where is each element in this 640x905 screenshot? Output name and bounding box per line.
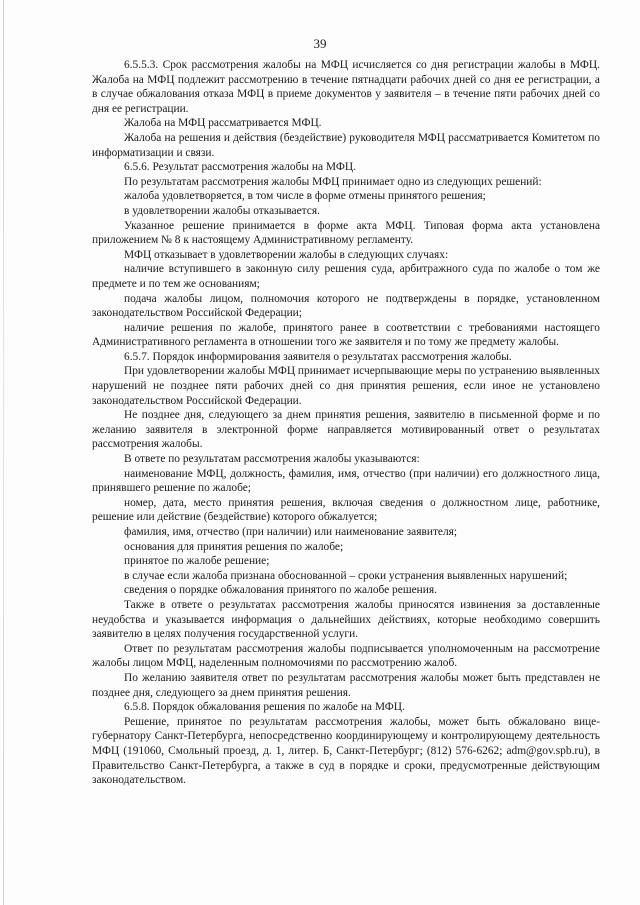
- document-body: [92, 58, 600, 788]
- paragraph: наличие вступившего в законную силу решения суда, арбитражного суда по жалобе о том же предмете и по тем же основаниям;: [92, 263, 600, 290]
- paragraph: Не позднее дня, следующего за днем принятия решения, заявителю в письменной форме и по желанию заявителя в электронной форме направляется мотивированный ответ о результатах рассмотрения жалобы.: [92, 409, 600, 451]
- paragraph: жалоба удовлетворяется, в том числе в форме отмены принятого решения;: [124, 190, 486, 203]
- paragraph: 6.5.5.3. Срок рассмотрения жалобы на МФЦ исчисляется со дня регистрации жалобы в МФЦ. Жалоба на МФЦ подлежит рассмотрению в течение пятнадцати рабочих дней со дня ее регистрации, а в случае обжалования отказа МФЦ в приеме документов у заявителя – в течение пяти рабочих дней со дня ее регистрации.: [92, 59, 600, 115]
- paragraph: номер, дата, место принятия решения, включая сведения о должностном лице, работнике, решение или действие (бездействие) которого обжалуется;: [92, 496, 600, 524]
- paragraph: в удовлетворении жалобы отказывается.: [124, 204, 320, 217]
- paragraph: наличие решения по жалобе, принятого ранее в соответствии с требованиями настоящего Административного регламента в отношении того же заявителя и по тому же предмету жалобы.: [92, 321, 600, 349]
- paragraph: Ответ по результатам рассмотрения жалобы подписывается уполномоченным на рассмотрение жалобы лицом МФЦ, наделенным полномочиями по рассмотрению жалоб.: [92, 642, 600, 670]
- paragraph: По желанию заявителя ответ по результатам рассмотрения жалобы может быть представлен не позднее дня, следующего за днем принятия решения.: [92, 671, 600, 699]
- paragraph: 6.5.8. Порядок обжалования решения по жалобе на МФЦ.: [124, 701, 405, 714]
- paragraph: фамилия, имя, отчество (при наличии) или наименование заявителя;: [124, 526, 458, 538]
- paragraph: МФЦ отказывает в удовлетворении жалобы в следующих случаях:: [124, 248, 449, 261]
- paragraph: наименование МФЦ, должность, фамилия, имя, отчество (при наличии) его должностного лица, принявшего решение по жалобе;: [92, 467, 600, 495]
- paragraph: 6.5.6. Результат рассмотрения жалобы на МФЦ.: [124, 161, 356, 174]
- paragraph: В ответе по результатам рассмотрения жалобы указываются:: [124, 453, 420, 466]
- paragraph: Указанное решение принимается в форме акта МФЦ. Типовая форма акта установлена приложением № 8 к настоящему Административному регламенту.: [92, 219, 600, 247]
- paragraph: принятое по жалобе решение;: [124, 555, 270, 568]
- paragraph: в случае если жалоба признана обоснованной – сроки устранения выявленных нарушений;: [124, 569, 568, 582]
- paragraph: основания для принятия решения по жалобе;: [124, 540, 344, 553]
- paragraph: При удовлетворении жалобы МФЦ принимает исчерпывающие меры по устранению выявленных нарушений не позднее пяти рабочих дней со дня принятия решения, если иное не установлено законодательством Российской Федерации.: [92, 365, 600, 407]
- paragraph: 6.5.7. Порядок информирования заявителя о результатах рассмотрения жалобы.: [124, 350, 512, 363]
- scan-edge-line: [3, 0, 4, 905]
- paragraph: подача жалобы лицом, полномочия которого не подтверждены в порядке, установленном законодательством Российской Федерации;: [92, 292, 600, 320]
- paragraph: Жалоба на МФЦ рассматривается МФЦ.: [124, 117, 322, 130]
- paragraph: Решение, принятое по результатам рассмотрения жалобы, может быть обжаловано вице-губернатору Санкт-Петербурга, непосредственно координирующему и контролирующему деятельность МФЦ (191060, Смольный проезд, д. 1, литер. Б, Санкт-Петербург; (812) 576-6262; adm@gov.spb.ru), в Правительство Санкт-Петербурга, а также в суд в порядке и сроки, предусмотренные действующим законодательством.: [92, 715, 600, 787]
- paragraph: Жалоба на решения и действия (бездействие) руководителя МФЦ рассматривается Комитетом по информатизации и связи.: [92, 131, 600, 159]
- page-number: 39: [313, 36, 327, 51]
- paragraph: Также в ответе о результатах рассмотрения жалобы приносятся извинения за доставленные неудобства и указывается информация о дальнейших действиях, которые необходимо совершить заявителю в целях получения государственной услуги.: [92, 598, 600, 641]
- paragraph: По результатам рассмотрения жалобы МФЦ принимает одно из следующих решений:: [124, 175, 542, 188]
- paragraph: сведения о порядке обжалования принятого по жалобе решения.: [124, 584, 437, 597]
